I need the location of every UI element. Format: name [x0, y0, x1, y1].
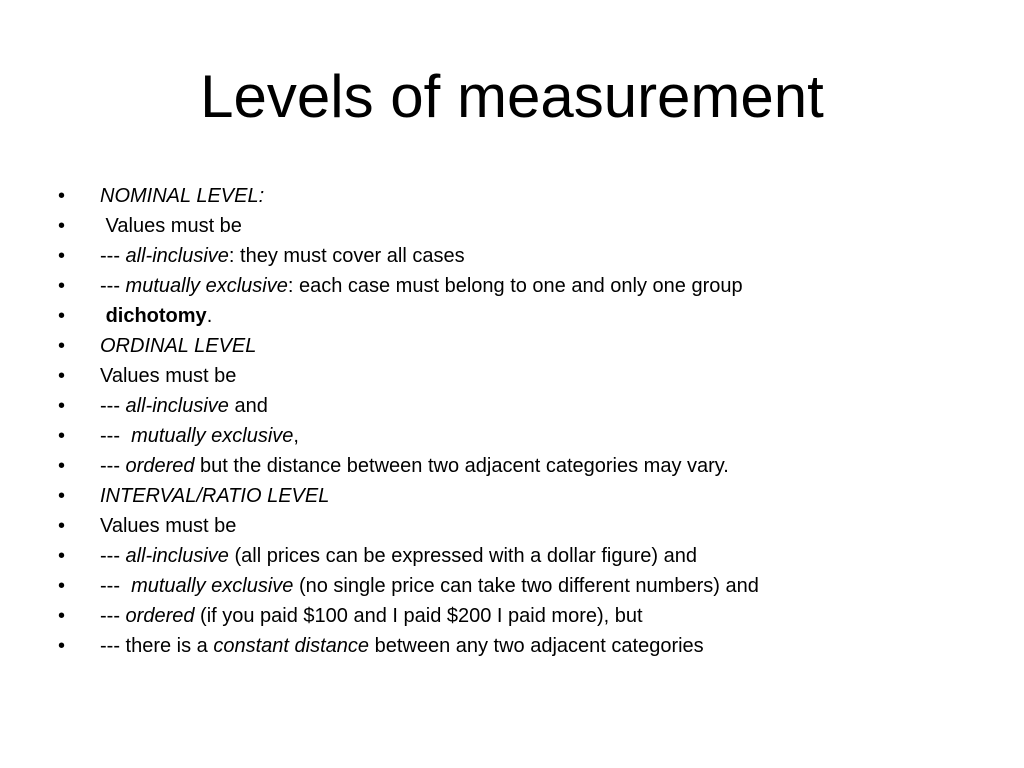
- text-run: ---: [100, 455, 126, 477]
- bullet-icon: •: [58, 515, 66, 537]
- bullet-item: [58, 301, 998, 331]
- bullet-icon: •: [58, 185, 66, 207]
- text-run: Values must be: [100, 515, 237, 537]
- bullet-text: [100, 421, 299, 451]
- bullet-item: [58, 601, 998, 631]
- bullet-item: [58, 271, 998, 301]
- text-run: dichotomy: [105, 305, 207, 327]
- bullet-text: [100, 631, 704, 661]
- text-run: mutually exclusive: [131, 575, 294, 597]
- text-run: : each case must belong to one and only one group: [287, 275, 743, 297]
- bullet-item: [58, 331, 998, 361]
- text-run: but the distance between two adjacent categories may vary.: [194, 455, 729, 477]
- bullet-item: [58, 361, 998, 391]
- bullet-item: [58, 451, 998, 481]
- bullet-icon: •: [58, 485, 66, 507]
- text-run: ---: [100, 395, 126, 417]
- bullet-text: [100, 301, 212, 331]
- bullet-icon: •: [58, 605, 66, 627]
- bullet-item: [58, 481, 998, 511]
- bullet-item: [58, 571, 998, 601]
- bullet-icon: •: [58, 215, 66, 237]
- text-run: NOMINAL LEVEL:: [100, 185, 265, 207]
- bullet-icon: •: [58, 365, 66, 387]
- bullet-icon: •: [58, 275, 66, 297]
- slide-title: Levels of measurement: [200, 63, 824, 130]
- text-run: all-inclusive: [125, 395, 229, 417]
- bullet-item: [58, 241, 998, 271]
- text-run: mutually exclusive: [131, 425, 294, 447]
- text-run: (if you paid $100 and I paid $200 I paid more), but: [194, 605, 643, 627]
- text-run: between any two adjacent categories: [369, 635, 704, 657]
- bullet-icon: •: [58, 455, 66, 477]
- text-run: INTERVAL/RATIO LEVEL: [100, 485, 330, 507]
- bullet-item: [58, 631, 998, 661]
- text-run: constant distance: [213, 635, 370, 657]
- bullet-text: [100, 511, 236, 541]
- text-run: ORDINAL LEVEL: [100, 335, 257, 357]
- bullet-list: [58, 181, 998, 661]
- text-run: mutually exclusive: [125, 275, 288, 297]
- bullet-item: [58, 181, 998, 211]
- text-run: Values must be: [100, 215, 242, 237]
- bullet-icon: •: [58, 635, 66, 657]
- bullet-item: [58, 541, 998, 571]
- bullet-text: [100, 571, 759, 601]
- text-run: --- there is a: [100, 635, 214, 657]
- text-run: Values must be: [100, 365, 237, 387]
- text-run: and: [228, 395, 268, 417]
- bullet-text: [100, 181, 264, 211]
- bullet-text: [100, 541, 697, 571]
- bullet-icon: •: [58, 545, 66, 567]
- text-run: ordered: [125, 605, 195, 627]
- bullet-text: [100, 481, 329, 511]
- bullet-text: [100, 601, 643, 631]
- bullet-text: [100, 451, 729, 481]
- bullet-text: [100, 241, 465, 271]
- text-run: (all prices can be expressed with a dollar figure) and: [228, 545, 697, 567]
- text-run: all-inclusive: [125, 545, 229, 567]
- text-run: ---: [100, 545, 126, 567]
- text-run: .: [206, 305, 213, 327]
- text-run: ,: [293, 425, 299, 447]
- text-run: : they must cover all cases: [228, 245, 465, 267]
- bullet-item: [58, 511, 998, 541]
- bullet-icon: •: [58, 335, 66, 357]
- text-run: all-inclusive: [125, 245, 229, 267]
- bullet-text: [100, 211, 242, 241]
- text-run: ---: [100, 575, 132, 597]
- text-run: ---: [100, 605, 126, 627]
- text-run: ---: [100, 275, 126, 297]
- bullet-item: [58, 391, 998, 421]
- bullet-text: [100, 331, 256, 361]
- bullet-icon: •: [58, 395, 66, 417]
- text-run: ---: [100, 425, 132, 447]
- bullet-text: [100, 391, 268, 421]
- bullet-text: [100, 361, 236, 391]
- bullet-text: [100, 271, 743, 301]
- bullet-item: [58, 421, 998, 451]
- bullet-icon: •: [58, 575, 66, 597]
- text-run: (no single price can take two different numbers) and: [293, 575, 759, 597]
- text-run: ---: [100, 245, 126, 267]
- bullet-item: [58, 211, 998, 241]
- bullet-icon: •: [58, 425, 66, 447]
- bullet-icon: •: [58, 245, 66, 267]
- text-run: ordered: [125, 455, 195, 477]
- bullet-icon: •: [58, 305, 66, 327]
